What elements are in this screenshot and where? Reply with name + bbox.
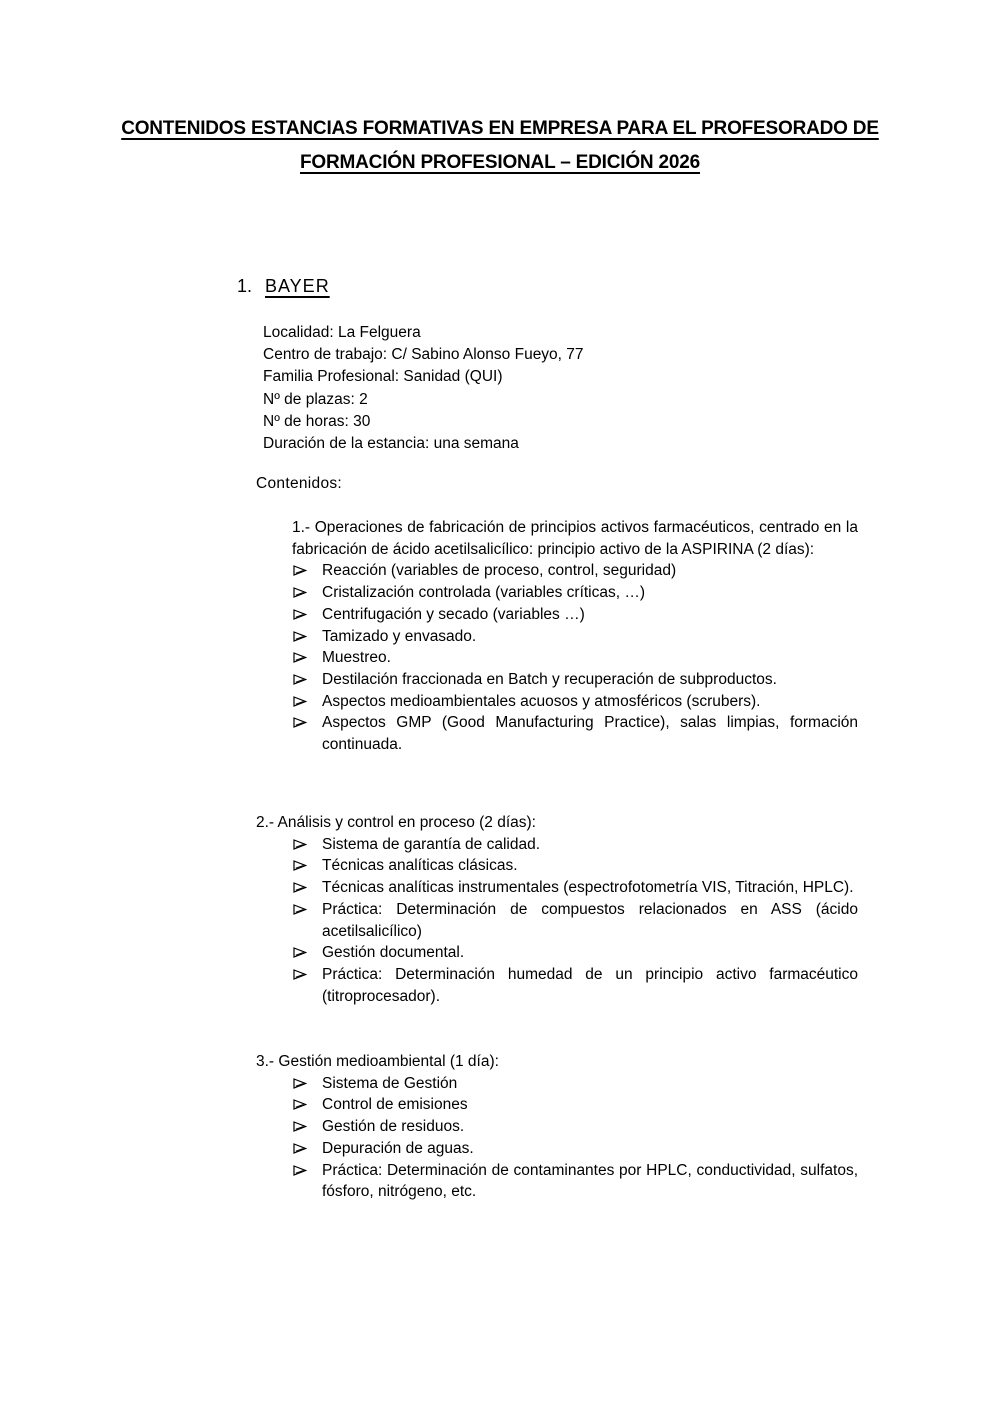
company-heading — [237, 274, 330, 298]
bullet-arrow-icon — [293, 834, 322, 856]
bullet-item — [322, 604, 858, 626]
info-line-centro-trabajo: Centro de trabajo: C/ Sabino Alonso Fueyo, 77 — [263, 346, 584, 364]
bullet-arrow-icon — [293, 604, 322, 626]
bullet-arrow-icon — [293, 1116, 322, 1138]
section-1-operaciones — [256, 517, 858, 756]
bullet-text: Gestión documental. — [322, 944, 465, 962]
info-line-familia-profesional: Familia Profesional: Sanidad (QUI) — [263, 368, 503, 386]
bullet-item — [322, 560, 858, 582]
section-3-heading: 3.- Gestión medioambiental (1 día): — [256, 1053, 499, 1070]
bullet-item — [322, 1116, 858, 1138]
bullet-item — [322, 582, 858, 604]
bullet-arrow-icon — [293, 964, 322, 986]
bullet-item — [322, 1073, 858, 1095]
bullet-text: Sistema de Gestión — [322, 1074, 458, 1092]
bullet-text: Control de emisiones — [322, 1096, 468, 1114]
info-line-duracion: Duración de la estancia: una semana — [263, 435, 519, 453]
bullet-text: Depuración de aguas. — [322, 1139, 474, 1157]
bullet-arrow-icon — [293, 1160, 322, 1182]
bullet-text: Reacción (variables de proceso, control, seguridad) — [322, 562, 677, 580]
bullet-item — [322, 834, 858, 856]
bullet-text: Aspectos GMP (Good Manufacturing Practice), salas limpias, formación continuada. — [322, 714, 858, 754]
info-line-localidad: Localidad: La Felguera — [263, 324, 421, 341]
company-number: 1. — [237, 276, 253, 296]
bullet-item — [322, 626, 858, 648]
document-title — [0, 112, 1000, 180]
bullet-arrow-icon — [293, 1073, 322, 1095]
section-2-analisis — [256, 812, 858, 1007]
section-2-heading: 2.- Análisis y control en proceso (2 días): — [256, 814, 536, 831]
bullet-item — [322, 877, 858, 899]
document-title-line1-text: CONTENIDOS ESTANCIAS FORMATIVAS EN EMPRESA PARA EL PROFESORADO DE — [121, 118, 879, 139]
bullet-text: Muestreo. — [322, 649, 391, 667]
bullet-item — [322, 964, 858, 1007]
document-title-line-1 — [0, 112, 1000, 146]
section-3-gestion-medioambiental — [256, 1051, 858, 1203]
bullet-text: Técnicas analíticas instrumentales (espectrofotometría VIS, Titración, HPLC). — [322, 879, 854, 897]
bullet-text: Tamizado y envasado. — [322, 627, 477, 645]
bullet-item — [322, 855, 858, 877]
company-info-block — [263, 322, 584, 455]
bullet-arrow-icon — [293, 712, 322, 734]
document-title-line2-text: FORMACIÓN PROFESIONAL – EDICIÓN 2026 — [300, 152, 700, 173]
bullet-arrow-icon — [293, 899, 322, 921]
bullet-text: Gestión de residuos. — [322, 1118, 465, 1136]
info-line-num-plazas: Nº de plazas: 2 — [263, 390, 368, 408]
company-name: BAYER — [265, 276, 330, 296]
bullet-text: Cristalización controlada (variables críticas, …) — [322, 584, 646, 602]
bullet-arrow-icon — [293, 877, 322, 899]
bullet-item — [322, 647, 858, 669]
bullet-arrow-icon — [293, 560, 322, 582]
bullet-arrow-icon — [293, 1138, 322, 1160]
bullet-item — [322, 1138, 858, 1160]
bullet-item — [322, 899, 858, 942]
bullet-item — [322, 669, 858, 691]
bullet-arrow-icon — [293, 855, 322, 877]
section-1-heading: 1.- Operaciones de fabricación de principios activos farmacéuticos, centrado en la fabricación de ácido acetilsalicílico: principio activo de la ASPIRINA (2 días): — [292, 519, 858, 558]
bullet-arrow-icon — [293, 1094, 322, 1116]
contents-label: Contenidos: — [256, 475, 343, 492]
bullet-text: Aspectos medioambientales acuosos y atmosféricos (scrubers). — [322, 692, 761, 710]
info-line-num-horas: Nº de horas: 30 — [263, 412, 371, 430]
bullet-item — [322, 712, 858, 755]
bullet-text: Centrifugación y secado (variables …) — [322, 605, 585, 623]
bullet-arrow-icon — [293, 626, 322, 648]
bullet-text: Práctica: Determinación de contaminantes por HPLC, conductividad, sulfatos, fósforo, nitrógeno, etc. — [322, 1161, 858, 1201]
bullet-item — [322, 1160, 858, 1203]
bullet-arrow-icon — [293, 669, 322, 691]
bullet-text: Técnicas analíticas clásicas. — [322, 857, 518, 875]
bullet-arrow-icon — [293, 582, 322, 604]
bullet-text: Sistema de garantía de calidad. — [322, 835, 540, 853]
bullet-arrow-icon — [293, 647, 322, 669]
bullet-text: Destilación fraccionada en Batch y recuperación de subproductos. — [322, 670, 777, 688]
bullet-text: Práctica: Determinación de compuestos relacionados en ASS (ácido acetilsalicílico) — [322, 900, 858, 940]
bullet-arrow-icon — [293, 942, 322, 964]
bullet-item — [322, 1094, 858, 1116]
bullet-text: Práctica: Determinación humedad de un principio activo farmacéutico (titroprocesador). — [322, 965, 858, 1005]
document-title-line-2 — [0, 146, 1000, 180]
bullet-arrow-icon — [293, 691, 322, 713]
bullet-item — [322, 691, 858, 713]
bullet-item — [322, 942, 858, 964]
